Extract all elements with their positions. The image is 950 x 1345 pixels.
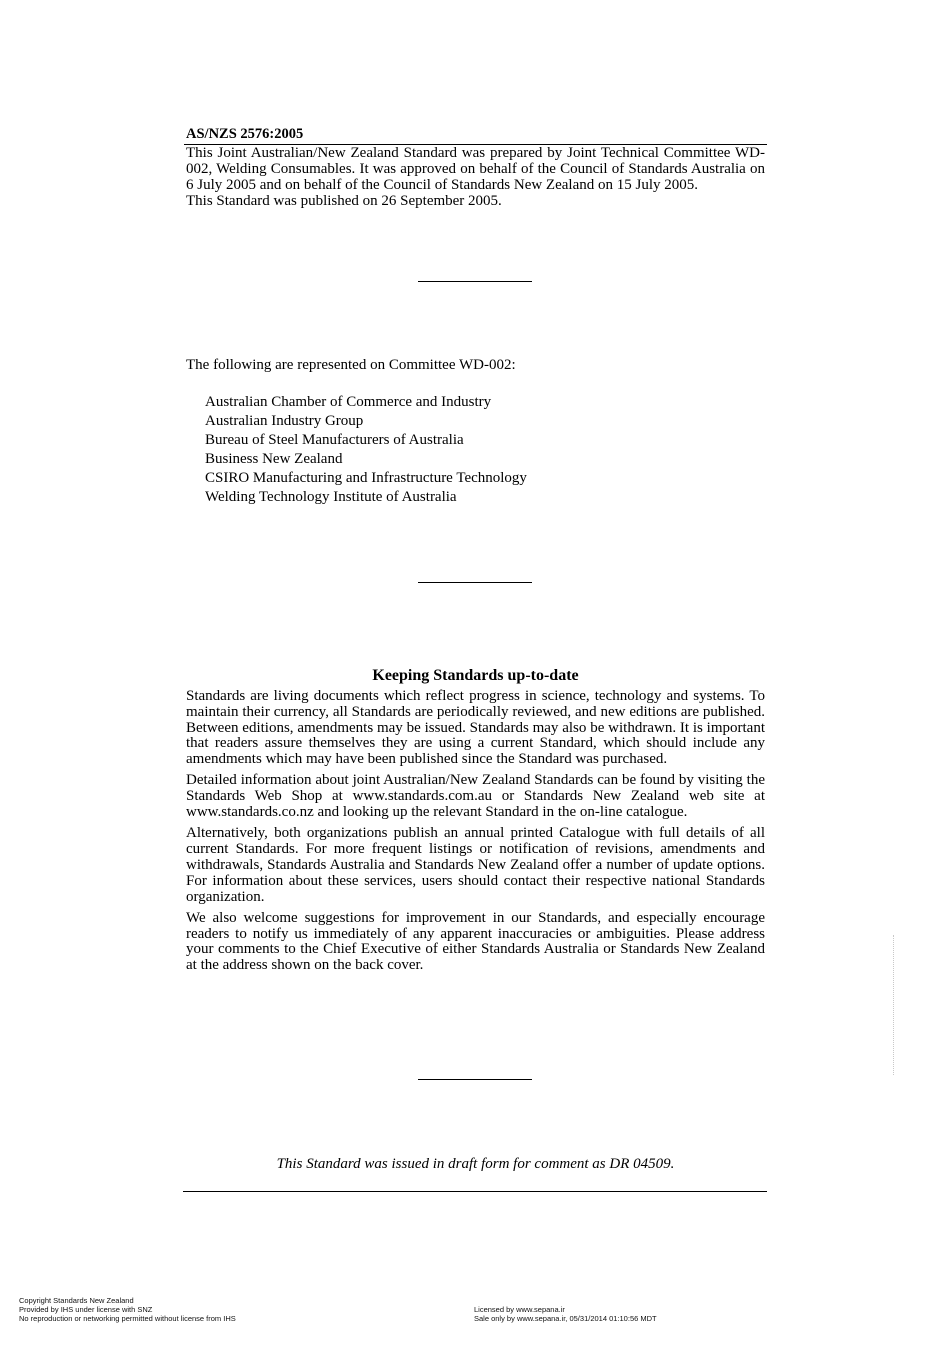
footer-right xyxy=(474,1305,657,1323)
keeping-up-to-date-body xyxy=(186,689,765,980)
footer-left xyxy=(19,1296,236,1323)
committee-member: Bureau of Steel Manufacturers of Australia xyxy=(205,432,464,448)
standard-id: AS/NZS 2576:2005 xyxy=(186,126,304,142)
section-divider xyxy=(418,1079,532,1080)
published-line: This Standard was published on 26 September 2005. xyxy=(186,193,502,209)
committee-member-list xyxy=(205,393,527,507)
footer-line: Provided by IHS under license with SNZ xyxy=(19,1305,153,1314)
footer-line: Licensed by www.sepana.ir xyxy=(474,1305,565,1314)
committee-title: The following are represented on Committee WD-002: xyxy=(186,357,516,373)
intro-paragraph: This Joint Australian/New Zealand Standard was prepared by Joint Technical Committee WD-002, Welding Consumables. It was approved on behalf of the Council of Standards Australia on 6 July 2005 and on behalf of the Council of Standards New Zealand on 15 July 2005. xyxy=(186,145,765,193)
footer-line: Sale only by www.sepana.ir, 05/31/2014 01:10:56 MDT xyxy=(474,1314,657,1323)
body-paragraph: We also welcome suggestions for improvement in our Standards, and especially encourage readers to notify us immediately of any apparent inaccuracies or ambiguities. Please address your comments to the Chief Executive of either Standards Australia or Standards New Zealand at the address shown on the back cover. xyxy=(186,909,765,974)
section-divider xyxy=(418,582,532,583)
body-paragraph: Alternatively, both organizations publish an annual printed Catalogue with full details of all current Standards. For more frequent listings or notification of revisions, amendments and withdrawals, Standards Australia and Standards New Zealand offer a number of update options. For information about these services, users should contact their respective national Standards organization. xyxy=(186,825,765,905)
body-paragraph: Detailed information about joint Australian/New Zealand Standards can be found by visiting the Standards Web Shop at www.standards.com.au or Standards New Zealand web site at www.standards.co.nz and looking up the relevant Standard in the on-line catalogue. xyxy=(186,772,765,821)
footer-line: No reproduction or networking permitted without license from IHS xyxy=(19,1314,236,1323)
footer-line: Copyright Standards New Zealand xyxy=(19,1296,134,1305)
committee-member: Australian Chamber of Commerce and Industry xyxy=(205,394,492,410)
committee-member: Welding Technology Institute of Australia xyxy=(205,489,457,505)
body-paragraph: Standards are living documents which reflect progress in science, technology and systems. To maintain their currency, all Standards are periodically reviewed, and new editions are published. Between editions, amendments may be issued. Standards may also be withdrawn. It is important that readers assure themselves they are using a current Standard, which should include any amendments which may have been published since the Standard was purchased. xyxy=(186,688,765,768)
committee-member: Australian Industry Group xyxy=(205,413,364,429)
margin-marks xyxy=(893,935,900,1075)
committee-member: CSIRO Manufacturing and Infrastructure Technology xyxy=(205,470,527,486)
draft-note: This Standard was issued in draft form for comment as DR 04509. xyxy=(276,1156,675,1172)
keeping-up-to-date-title: Keeping Standards up-to-date xyxy=(372,667,579,684)
intro-block xyxy=(186,145,765,209)
section-divider xyxy=(418,281,532,282)
bottom-rule xyxy=(183,1191,767,1192)
committee-member: Business New Zealand xyxy=(205,451,343,467)
